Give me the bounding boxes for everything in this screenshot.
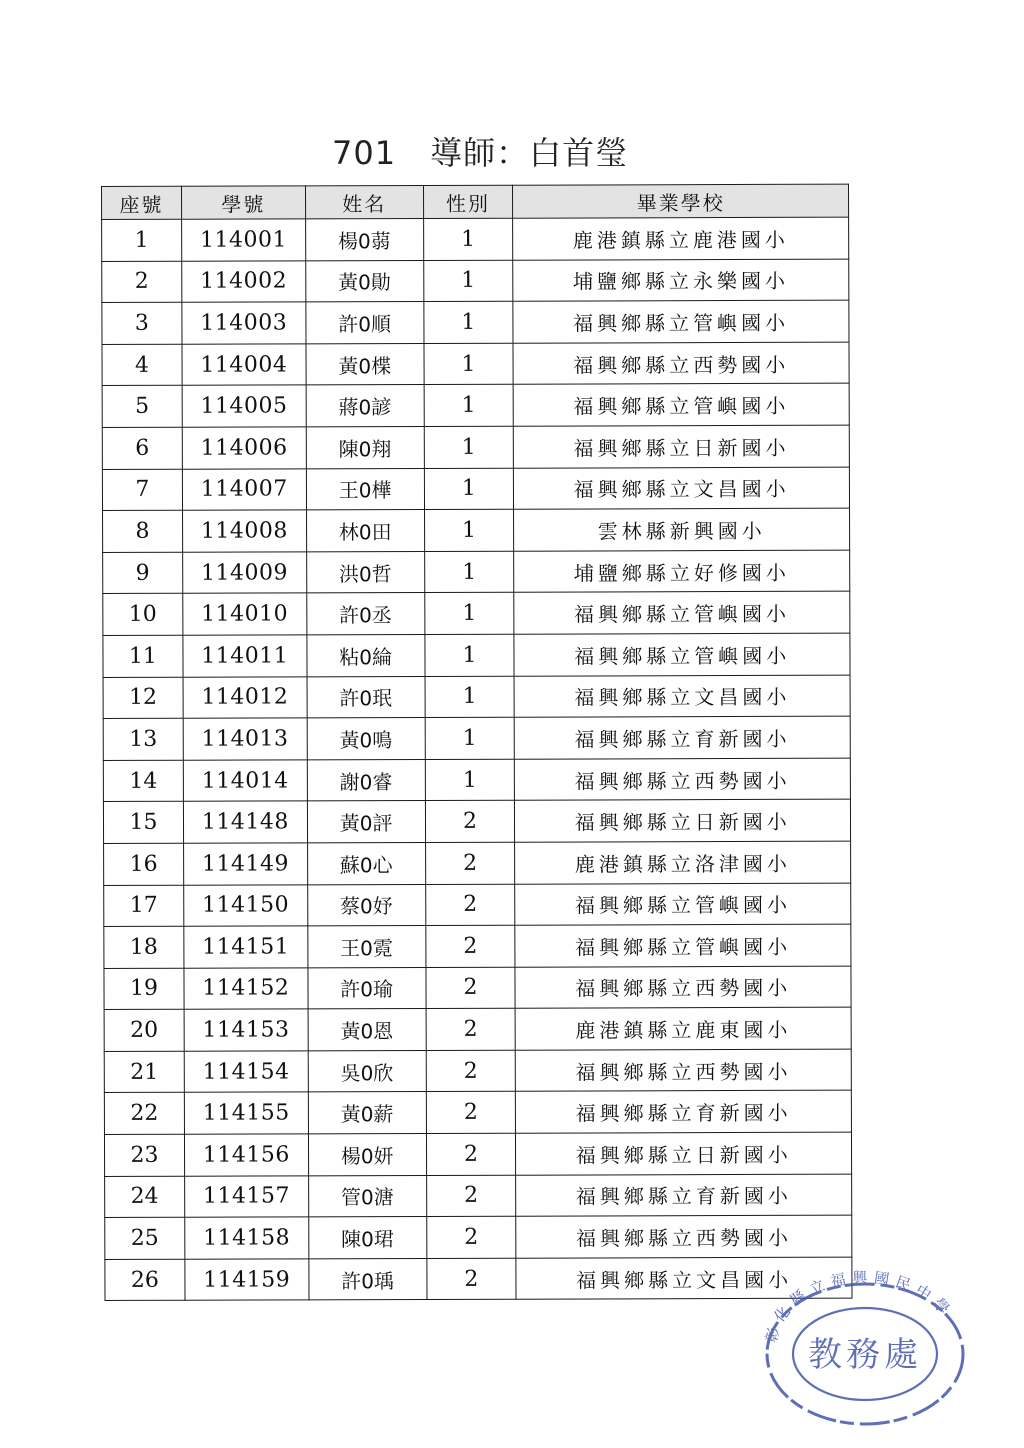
graduated-school-cell: 福興鄉縣立文昌國小 [514, 467, 850, 510]
seat-number-cell: 21 [104, 1051, 184, 1093]
graduated-school-cell: 福興鄉縣立日新國小 [515, 799, 851, 842]
gender-cell: 2 [425, 967, 515, 1009]
gender-cell: 2 [426, 1133, 516, 1175]
graduated-school-cell: 鹿港鎮縣立鹿東國小 [515, 1007, 851, 1050]
table-row [103, 633, 850, 677]
table-row [102, 384, 849, 428]
graduated-school-cell: 福興鄉縣立西勢國小 [513, 342, 849, 385]
student-name-cell: 黃0恩 [308, 1009, 426, 1051]
graduated-school-cell: 福興鄉縣立育新國小 [516, 1174, 852, 1217]
gender-cell: 1 [425, 676, 515, 718]
student-id-cell: 114149 [183, 843, 307, 885]
gender-cell: 1 [423, 301, 513, 343]
graduated-school-cell: 福興鄉縣立文昌國小 [514, 675, 850, 718]
student-id-cell: 114152 [184, 968, 308, 1010]
student-id-cell: 114156 [184, 1134, 308, 1176]
graduated-school-cell: 埔鹽鄉縣立永樂國小 [513, 259, 849, 302]
gender-cell: 1 [425, 717, 515, 759]
table-row [104, 841, 851, 885]
seat-number-cell: 20 [104, 1010, 184, 1052]
student-name-cell: 黃0薪 [308, 1092, 426, 1134]
table-body [102, 217, 852, 1301]
table-row [102, 217, 849, 261]
student-name-cell: 楊0妍 [308, 1134, 426, 1176]
table-row [103, 508, 850, 552]
gender-cell: 1 [424, 426, 514, 468]
graduated-school-cell: 鹿港鎮縣立洛津國小 [515, 841, 851, 884]
seat-number-cell: 9 [103, 552, 183, 594]
gender-cell: 1 [424, 343, 514, 385]
gender-cell: 1 [424, 551, 514, 593]
gender-cell: 2 [426, 1050, 516, 1092]
student-id-cell: 114009 [183, 552, 307, 594]
student-id-cell: 114001 [181, 219, 305, 261]
table-row [104, 1007, 851, 1051]
student-name-cell: 許0瑜 [308, 967, 426, 1009]
column-header-name: 姓名 [305, 185, 423, 218]
graduated-school-cell: 福興鄉縣立管嶼國小 [514, 384, 850, 427]
office-seal-stamp [756, 1268, 968, 1428]
student-id-cell: 114003 [182, 302, 306, 344]
homeroom-teacher: 導師：白首瑩 [430, 134, 629, 172]
gender-cell: 2 [425, 801, 515, 843]
table-row [102, 259, 849, 303]
table-row [103, 799, 850, 843]
student-name-cell: 黃0楪 [306, 343, 424, 385]
column-header-student-id: 學號 [181, 186, 305, 219]
table-row [102, 467, 849, 511]
seat-number-cell: 15 [103, 802, 183, 844]
student-name-cell: 蘇0心 [307, 842, 425, 884]
gender-cell: 1 [424, 509, 514, 551]
graduated-school-cell: 埔鹽鄉縣立好修國小 [514, 550, 850, 593]
seat-number-cell: 13 [103, 718, 183, 760]
gender-cell: 2 [426, 1175, 516, 1217]
table-row [103, 758, 850, 802]
student-name-cell: 許0珉 [307, 676, 425, 718]
student-name-cell: 蔡0妤 [307, 884, 425, 926]
student-name-cell: 陳0翔 [306, 426, 424, 468]
seat-number-cell: 18 [104, 926, 184, 968]
svg-text:教務處: 教務處 [808, 1335, 922, 1375]
student-name-cell: 黃0評 [307, 801, 425, 843]
table-row [104, 1091, 851, 1135]
student-id-cell: 114002 [182, 260, 306, 302]
graduated-school-cell: 雲林縣新興國小 [514, 508, 850, 551]
seat-number-cell: 23 [104, 1134, 184, 1176]
seat-number-cell: 24 [105, 1176, 185, 1218]
table-row [102, 342, 849, 386]
column-header-gender: 性別 [423, 185, 513, 218]
gender-cell: 1 [423, 260, 513, 302]
table-row [104, 924, 851, 968]
gender-cell: 2 [426, 1092, 516, 1134]
gender-cell: 2 [425, 884, 515, 926]
student-name-cell: 謝0睿 [307, 759, 425, 801]
student-id-cell: 114153 [184, 1009, 308, 1051]
seat-number-cell: 22 [104, 1093, 184, 1135]
gender-cell: 1 [424, 634, 514, 676]
student-id-cell: 114010 [183, 593, 307, 635]
seat-number-cell: 6 [102, 427, 182, 469]
class-number: 701 [332, 134, 397, 172]
table-row [103, 550, 850, 594]
graduated-school-cell: 福興鄉縣立日新國小 [514, 425, 850, 468]
gender-cell: 2 [425, 925, 515, 967]
seat-number-cell: 4 [102, 344, 182, 386]
table-row [104, 966, 851, 1010]
svg-text:彰化縣立福興國民中學: 彰化縣立福興國民中學 [762, 1268, 957, 1345]
column-header-seat: 座號 [102, 186, 182, 219]
graduated-school-cell: 福興鄉縣立育新國小 [515, 716, 851, 759]
student-name-cell: 王0樺 [306, 468, 424, 510]
graduated-school-cell: 鹿港鎮縣立鹿港國小 [513, 217, 849, 260]
table-row [102, 425, 849, 469]
gender-cell: 2 [426, 1258, 516, 1300]
student-id-cell: 114154 [184, 1051, 308, 1093]
seat-number-cell: 25 [105, 1217, 185, 1259]
student-name-cell: 洪0哲 [306, 551, 424, 593]
seat-number-cell: 19 [104, 968, 184, 1010]
student-name-cell: 林0田 [306, 510, 424, 552]
table-row [104, 883, 851, 927]
student-id-cell: 114013 [183, 718, 307, 760]
table-row [103, 716, 850, 760]
seat-number-cell: 14 [103, 760, 183, 802]
student-id-cell: 114011 [183, 635, 307, 677]
gender-cell: 2 [426, 1008, 516, 1050]
student-name-cell: 蔣0諺 [306, 385, 424, 427]
seat-number-cell: 12 [103, 677, 183, 719]
seat-number-cell: 2 [102, 261, 182, 303]
gender-cell: 1 [423, 218, 513, 260]
student-name-cell: 陳0珺 [308, 1217, 426, 1259]
table-row [105, 1215, 852, 1259]
student-roster-table [101, 184, 853, 1302]
page-title [332, 128, 628, 176]
graduated-school-cell: 福興鄉縣立育新國小 [516, 1091, 852, 1134]
student-id-cell: 114159 [185, 1259, 309, 1301]
student-id-cell: 114005 [182, 385, 306, 427]
seat-number-cell: 26 [105, 1259, 185, 1301]
student-id-cell: 114007 [182, 468, 306, 510]
graduated-school-cell: 福興鄉縣立西勢國小 [516, 1215, 852, 1258]
student-id-cell: 114158 [185, 1217, 309, 1259]
column-header-school: 畢業學校 [513, 184, 849, 218]
seat-number-cell: 1 [102, 219, 182, 261]
student-name-cell: 許0順 [306, 302, 424, 344]
student-name-cell: 粘0綸 [307, 634, 425, 676]
gender-cell: 1 [424, 593, 514, 635]
student-id-cell: 114150 [184, 884, 308, 926]
seat-number-cell: 11 [103, 635, 183, 677]
student-name-cell: 吳0欣 [308, 1050, 426, 1092]
student-name-cell: 許0瑀 [309, 1258, 427, 1300]
student-id-cell: 114155 [184, 1092, 308, 1134]
seat-number-cell: 17 [104, 885, 184, 927]
seat-number-cell: 10 [103, 594, 183, 636]
student-id-cell: 114157 [184, 1176, 308, 1218]
seat-number-cell: 5 [102, 386, 182, 428]
student-name-cell: 黃0勛 [305, 260, 423, 302]
table-row [105, 1174, 852, 1218]
seal-graphic [756, 1268, 968, 1428]
graduated-school-cell: 福興鄉縣立日新國小 [516, 1132, 852, 1175]
table-row [104, 1132, 851, 1176]
seat-number-cell: 16 [104, 843, 184, 885]
seat-number-cell: 8 [103, 510, 183, 552]
graduated-school-cell: 福興鄉縣立管嶼國小 [513, 300, 849, 343]
student-name-cell: 王0霓 [308, 926, 426, 968]
table-row [105, 1257, 852, 1301]
student-id-cell: 114148 [183, 801, 307, 843]
table-header-row [102, 184, 849, 219]
gender-cell: 1 [425, 759, 515, 801]
gender-cell: 2 [426, 1216, 516, 1258]
student-id-cell: 114004 [182, 344, 306, 386]
table-row [104, 1049, 851, 1093]
student-name-cell: 管0溏 [308, 1175, 426, 1217]
graduated-school-cell: 福興鄉縣立西勢國小 [516, 1049, 852, 1092]
student-id-cell: 114012 [183, 676, 307, 718]
graduated-school-cell: 福興鄉縣立管嶼國小 [515, 883, 851, 926]
student-name-cell: 黃0鳴 [307, 718, 425, 760]
graduated-school-cell: 福興鄉縣立西勢國小 [515, 966, 851, 1009]
student-id-cell: 114008 [182, 510, 306, 552]
student-id-cell: 114151 [184, 926, 308, 968]
student-id-cell: 114006 [182, 427, 306, 469]
seat-number-cell: 7 [102, 469, 182, 511]
graduated-school-cell: 福興鄉縣立管嶼國小 [514, 591, 850, 634]
table-row [103, 675, 850, 719]
seat-number-cell: 3 [102, 302, 182, 344]
gender-cell: 1 [424, 468, 514, 510]
graduated-school-cell: 福興鄉縣立西勢國小 [515, 758, 851, 801]
student-id-cell: 114014 [183, 760, 307, 802]
graduated-school-cell: 福興鄉縣立管嶼國小 [514, 633, 850, 676]
graduated-school-cell: 福興鄉縣立管嶼國小 [515, 924, 851, 967]
student-name-cell: 許0丞 [307, 593, 425, 635]
gender-cell: 1 [424, 385, 514, 427]
table-row [102, 300, 849, 344]
gender-cell: 2 [425, 842, 515, 884]
graduated-school-cell: 福興鄉縣立文昌國小 [516, 1257, 852, 1300]
student-name-cell: 楊0蒻 [305, 218, 423, 260]
table-row [103, 591, 850, 635]
